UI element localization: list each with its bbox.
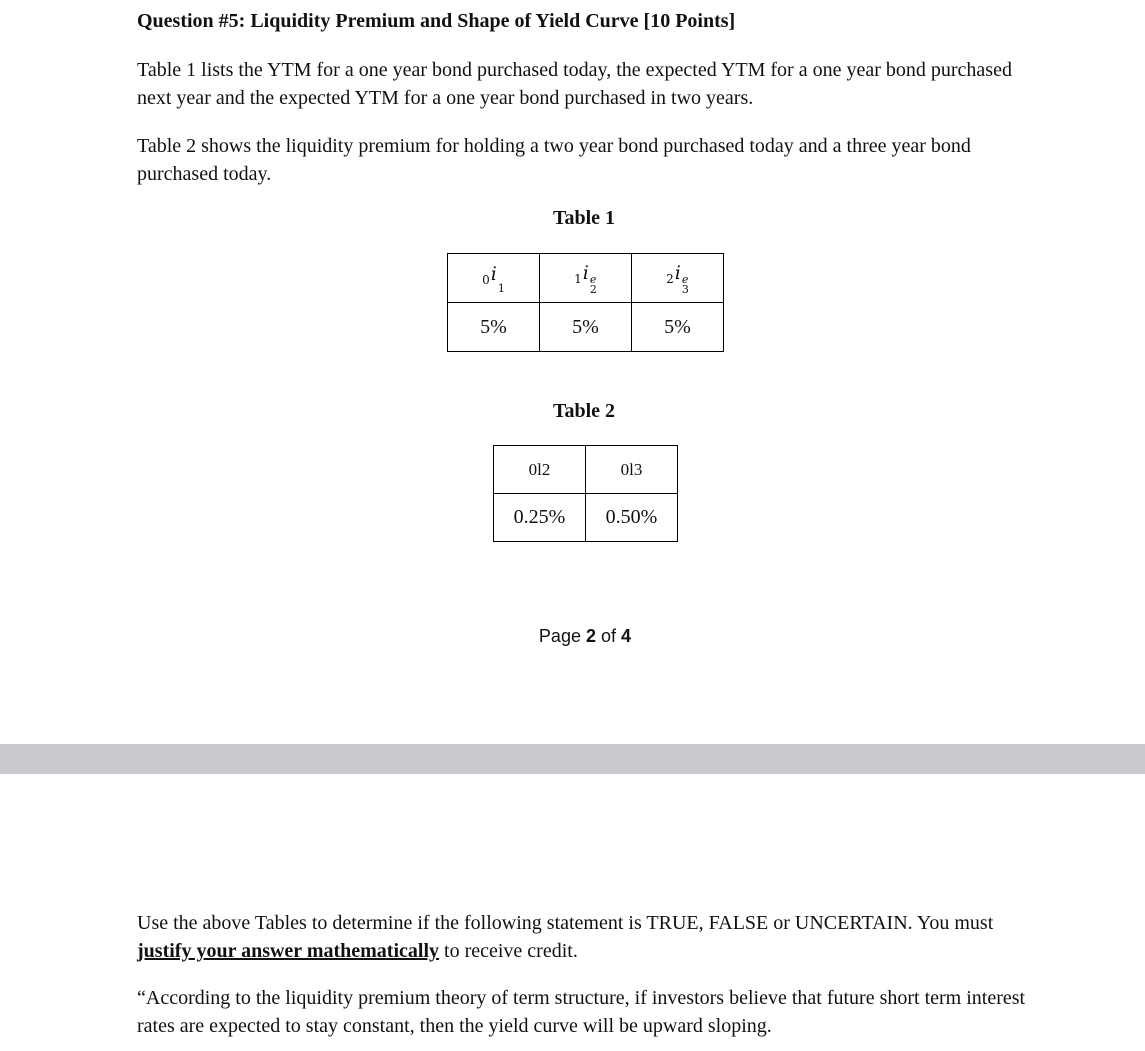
- rate-symbol-1i2e: $_1$i e 2: [574, 261, 597, 296]
- table2-header-cell: [494, 446, 586, 494]
- page-footer: [0, 626, 1145, 647]
- of-word: of: [601, 626, 617, 646]
- table2-title: Table 2: [552, 400, 616, 422]
- table1-header-row: [448, 254, 724, 303]
- table1-value-cell: 5%: [540, 303, 632, 352]
- page-word: Page: [538, 626, 581, 646]
- table1-title: Table 1: [552, 207, 616, 229]
- table2-header-row: [494, 446, 678, 494]
- page-number: 2: [585, 626, 596, 646]
- justify-emphasis: justify your answer mathematically: [137, 940, 440, 962]
- instruction-paragraph: Use the above Tables to determine if the following statement is TRUE, FALSE or UNCERTAIN. You must justify your answer mathematically to receive credit.: [137, 912, 994, 962]
- page-separator: [0, 744, 1145, 774]
- table2-header-cell: [586, 446, 678, 494]
- statement-quote: “According to the liquidity premium theory of term structure, if investors believe that future short term interest rates are expected to stay constant, then the yield curve will be upward sloping.: [137, 987, 1026, 1037]
- table1-value-cell: 5%: [632, 303, 724, 352]
- table1-value-cell: 5%: [448, 303, 540, 352]
- rate-symbol-0i1: $_0$i 1: [482, 262, 505, 295]
- intro-paragraph-table1: Table 1 lists the YTM for a one year bond purchased today, the expected YTM for a one year bond purchased next year and the expected YTM for a one year bond purchased in two years.: [137, 59, 1012, 109]
- rate-symbol-2i3e: $_2$i e 3: [666, 261, 689, 296]
- table2-value-cell: 0.25%: [494, 494, 586, 542]
- question-heading: Question #5: Liquidity Premium and Shape of Yield Curve [10 Points]: [137, 10, 736, 32]
- intro-paragraph-table2: Table 2 shows the liquidity premium for holding a two year bond purchased today and a three year bond purchased today.: [137, 135, 971, 185]
- table1-ytm: [447, 253, 724, 352]
- table2-value-cell: 0.50%: [586, 494, 678, 542]
- table1-header-cell: [448, 254, 540, 303]
- table2-value-row: [494, 494, 678, 542]
- table1-header-cell: [540, 254, 632, 303]
- table1-value-row: [448, 303, 724, 352]
- table2-liquidity-premium: [493, 445, 678, 542]
- premium-symbol-0l2: 0l2: [528, 460, 551, 479]
- page-total: 4: [621, 626, 632, 646]
- premium-symbol-0l3: 0l3: [620, 460, 643, 479]
- table1-header-cell: [632, 254, 724, 303]
